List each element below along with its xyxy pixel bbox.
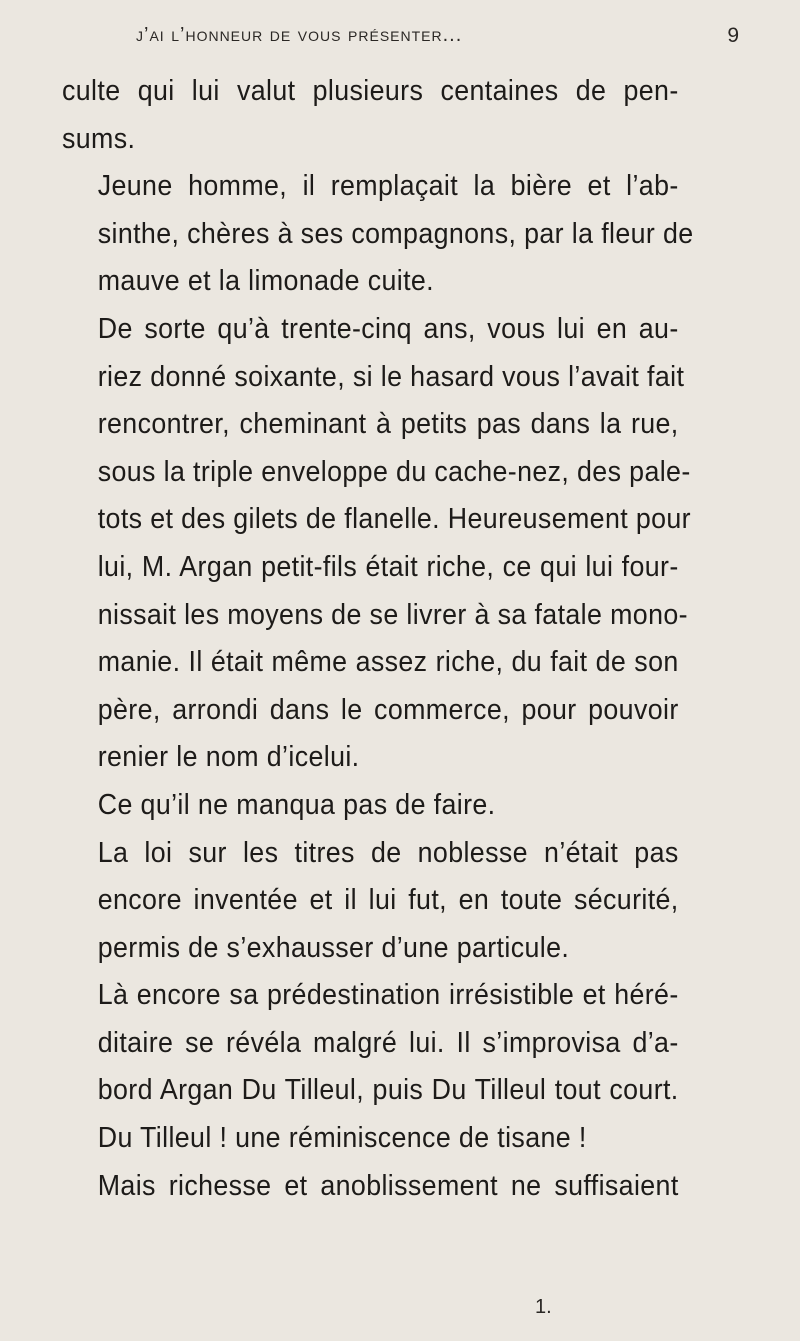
text-line: tots et des gilets de flanelle. Heureusement pour [97, 503, 691, 536]
text-line: père, arrondi dans le commerce, pour pouvoir [97, 693, 679, 726]
text-line: rencontrer, cheminant à petits pas dans la rue, [97, 408, 679, 441]
text-line: lui, M. Argan petit-fils était riche, ce qui lui four- [97, 550, 679, 583]
text-line: Jeune homme, il remplaçait la bière et l’ab- [97, 170, 679, 203]
text-line: encore inventée et il lui fut, en toute sécurité, [97, 884, 679, 917]
text-line: renier le nom d’icelui. [97, 741, 360, 774]
body-text [62, 68, 694, 1210]
text-line: Du Tilleul ! une réminiscence de tisane ! [97, 1122, 587, 1155]
text-line: permis de s’exhausser d’une particule. [97, 931, 570, 964]
text-line: Ce qu’il ne manqua pas de faire. [97, 788, 496, 821]
text-line: sinthe, chères à ses compagnons, par la fleur de [97, 217, 694, 250]
running-head-title: j’ai l’honneur de vous présenter... [136, 24, 463, 46]
running-head [60, 14, 740, 54]
text-line: bord Argan Du Tilleul, puis Du Tilleul tout court. [97, 1074, 679, 1107]
text-line: riez donné soixante, si le hasard vous l’avait fait [97, 360, 685, 393]
text-line: Là encore sa prédestination irrésistible et héré- [97, 979, 679, 1012]
page-number: 9 [727, 24, 740, 47]
paragraph [62, 163, 694, 306]
text-line: Mais richesse et anoblissement ne suffisaient [97, 1169, 679, 1202]
text-line: sous la triple enveloppe du cache-nez, des pale- [97, 455, 691, 488]
signature-mark: 1. [535, 1296, 552, 1318]
text-line: De sorte qu’à trente-cinq ans, vous lui en au- [97, 312, 679, 345]
paragraph [62, 1163, 679, 1211]
paragraph [62, 68, 679, 163]
paragraph [62, 782, 679, 830]
paragraph [62, 972, 679, 1162]
text-line: ditaire se révéla malgré lui. Il s’improvisa d’a- [97, 1026, 679, 1059]
text-line: La loi sur les titres de noblesse n’était pas [97, 836, 679, 869]
paragraph [62, 830, 679, 973]
text-line: mauve et la limonade cuite. [97, 265, 435, 298]
text-line: manie. Il était même assez riche, du fait de son [97, 646, 679, 679]
text-line: sums. [62, 122, 136, 155]
text-line: culte qui lui valut plusieurs centaines de pen- [62, 75, 679, 107]
text-line: nissait les moyens de se livrer à sa fatale mono- [97, 598, 688, 631]
paragraph [62, 306, 691, 782]
